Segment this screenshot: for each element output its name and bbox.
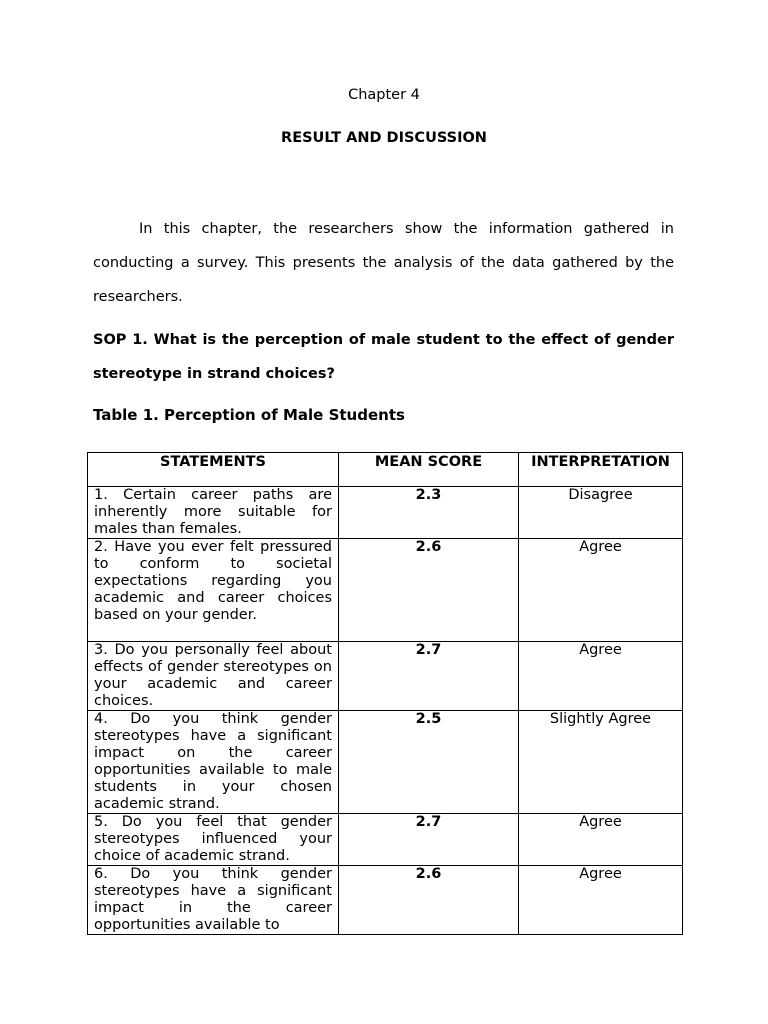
table-row [88, 487, 683, 539]
table-caption: Table 1. Perception of Male Students [93, 406, 405, 424]
table-row [88, 814, 683, 866]
perception-table [87, 452, 683, 935]
table-header-row [88, 453, 683, 487]
statement-cell: 5. Do you feel that gender stereotypes influenced your choice of academic strand. [88, 814, 339, 866]
mean-score-cell: 2.7 [339, 642, 519, 711]
mean-score-cell: 2.6 [339, 539, 519, 642]
table-row [88, 866, 683, 935]
statement-cell: 2. Have you ever felt pressured to conform to societal expectations regarding you academic and career choices based on your gender. [88, 539, 339, 642]
statement-cell-wrapper [88, 866, 339, 935]
mean-score-cell: 2.7 [339, 814, 519, 866]
mean-score-cell: 2.3 [339, 487, 519, 539]
interpretation-cell: Agree [519, 539, 683, 642]
sop-question: SOP 1. What is the perception of male student to the effect of gender stereotype in strand choices? [93, 332, 674, 382]
table-row [88, 642, 683, 711]
table-row [88, 539, 683, 642]
interpretation-cell: Agree [519, 814, 683, 866]
statement-cell: 6. Do you think gender stereotypes have a significant impact in the career opportunities available to [94, 866, 332, 933]
mean-score-cell: 2.6 [339, 866, 519, 935]
interpretation-cell: Slightly Agree [519, 711, 683, 814]
statement-cell: 1. Certain career paths are inherently more suitable for males than females. [88, 487, 339, 539]
statement-cell: 3. Do you personally feel about effects of gender stereotypes on your academic and career choices. [88, 642, 339, 711]
statement-cell: 4. Do you think gender stereotypes have a significant impact on the career opportunities available to male students in your chosen academic strand. [88, 711, 339, 814]
header-mean-score: MEAN SCORE [339, 453, 519, 487]
table-row [88, 711, 683, 814]
mean-score-cell: 2.5 [339, 711, 519, 814]
page-title: RESULT AND DISCUSSION [281, 130, 487, 146]
interpretation-cell: Agree [519, 642, 683, 711]
header-statements: STATEMENTS [88, 453, 339, 487]
chapter-label: Chapter 4 [348, 87, 420, 103]
interpretation-cell: Disagree [519, 487, 683, 539]
interpretation-cell: Agree [519, 866, 683, 935]
header-interpretation: INTERPRETATION [519, 453, 683, 487]
intro-paragraph: In this chapter, the researchers show the information gathered in conducting a survey. This presents the analysis of the data gathered by the researchers. [93, 221, 674, 305]
